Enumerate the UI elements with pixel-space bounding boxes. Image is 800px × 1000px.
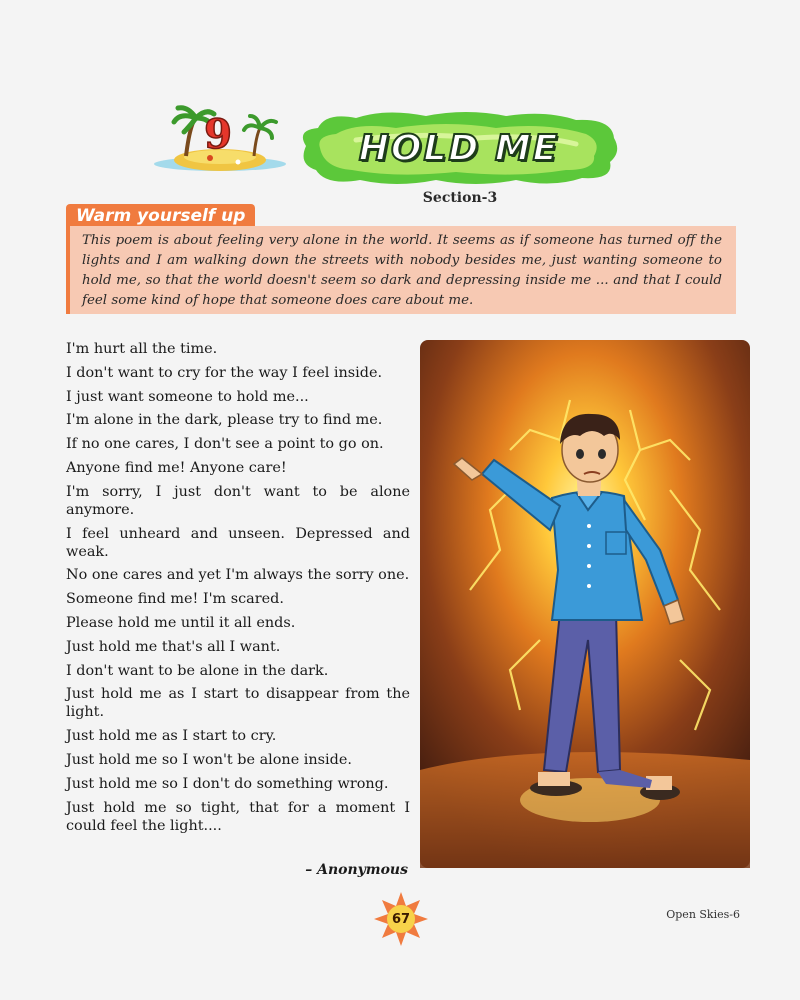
poem-author: – Anonymous: [305, 862, 408, 878]
poem-line: I'm sorry, I just don't want to be alone anymore.: [66, 483, 410, 518]
page-number: 67: [391, 911, 411, 927]
poem-line: No one cares and yet I'm always the sorry one.: [66, 567, 410, 584]
warm-up-text: This poem is about feeling very alone in the world. It seems as if someone has turned off the lights and I am walking down the streets with nobody besides me, just wanting someone to hold me, so that the world doesn't seem so dark and depressing inside me ... and that I could feel some kind of hope that someone does care about me.: [82, 233, 722, 308]
poem-line: I feel unheard and unseen. Depressed and weak.: [66, 525, 410, 560]
poem-line: Someone find me! I'm scared.: [66, 591, 284, 608]
warm-up-box: [66, 226, 736, 314]
poem-body: [66, 340, 410, 840]
boy-in-cave-illustration: [420, 340, 750, 868]
warm-up-heading: Warm yourself up: [66, 204, 255, 229]
poem-line: I just want someone to hold me...: [66, 388, 309, 405]
poem-line: Just hold me so I won't be alone inside.: [66, 751, 352, 768]
poem-line: Just hold me as I start to disappear from the light.: [66, 686, 410, 721]
poem-line: Just hold me so I don't do something wrong.: [66, 775, 389, 792]
poem-line: If no one cares, I don't see a point to go on.: [66, 436, 384, 453]
poem-line: I don't want to be alone in the dark.: [66, 662, 329, 679]
section-label: Section-3: [422, 190, 498, 206]
poem-line: Just hold me so tight, that for a moment I could feel the light....: [66, 799, 410, 834]
poem-line: Please hold me until it all ends.: [66, 614, 296, 631]
poem-line: Just hold me that's all I want.: [66, 638, 281, 655]
poem-line: I don't want to cry for the way I feel inside.: [66, 364, 383, 381]
book-title: Open Skies-6: [666, 908, 740, 921]
chapter-number: 9: [204, 110, 232, 158]
poem-line: I'm hurt all the time.: [66, 341, 218, 357]
poem-line: Just hold me as I start to cry.: [66, 728, 277, 745]
poem-title: HOLD ME: [358, 127, 560, 169]
poem-line: I'm alone in the dark, please try to find me.: [66, 412, 383, 429]
poem-line: Anyone find me! Anyone care!: [66, 459, 287, 476]
